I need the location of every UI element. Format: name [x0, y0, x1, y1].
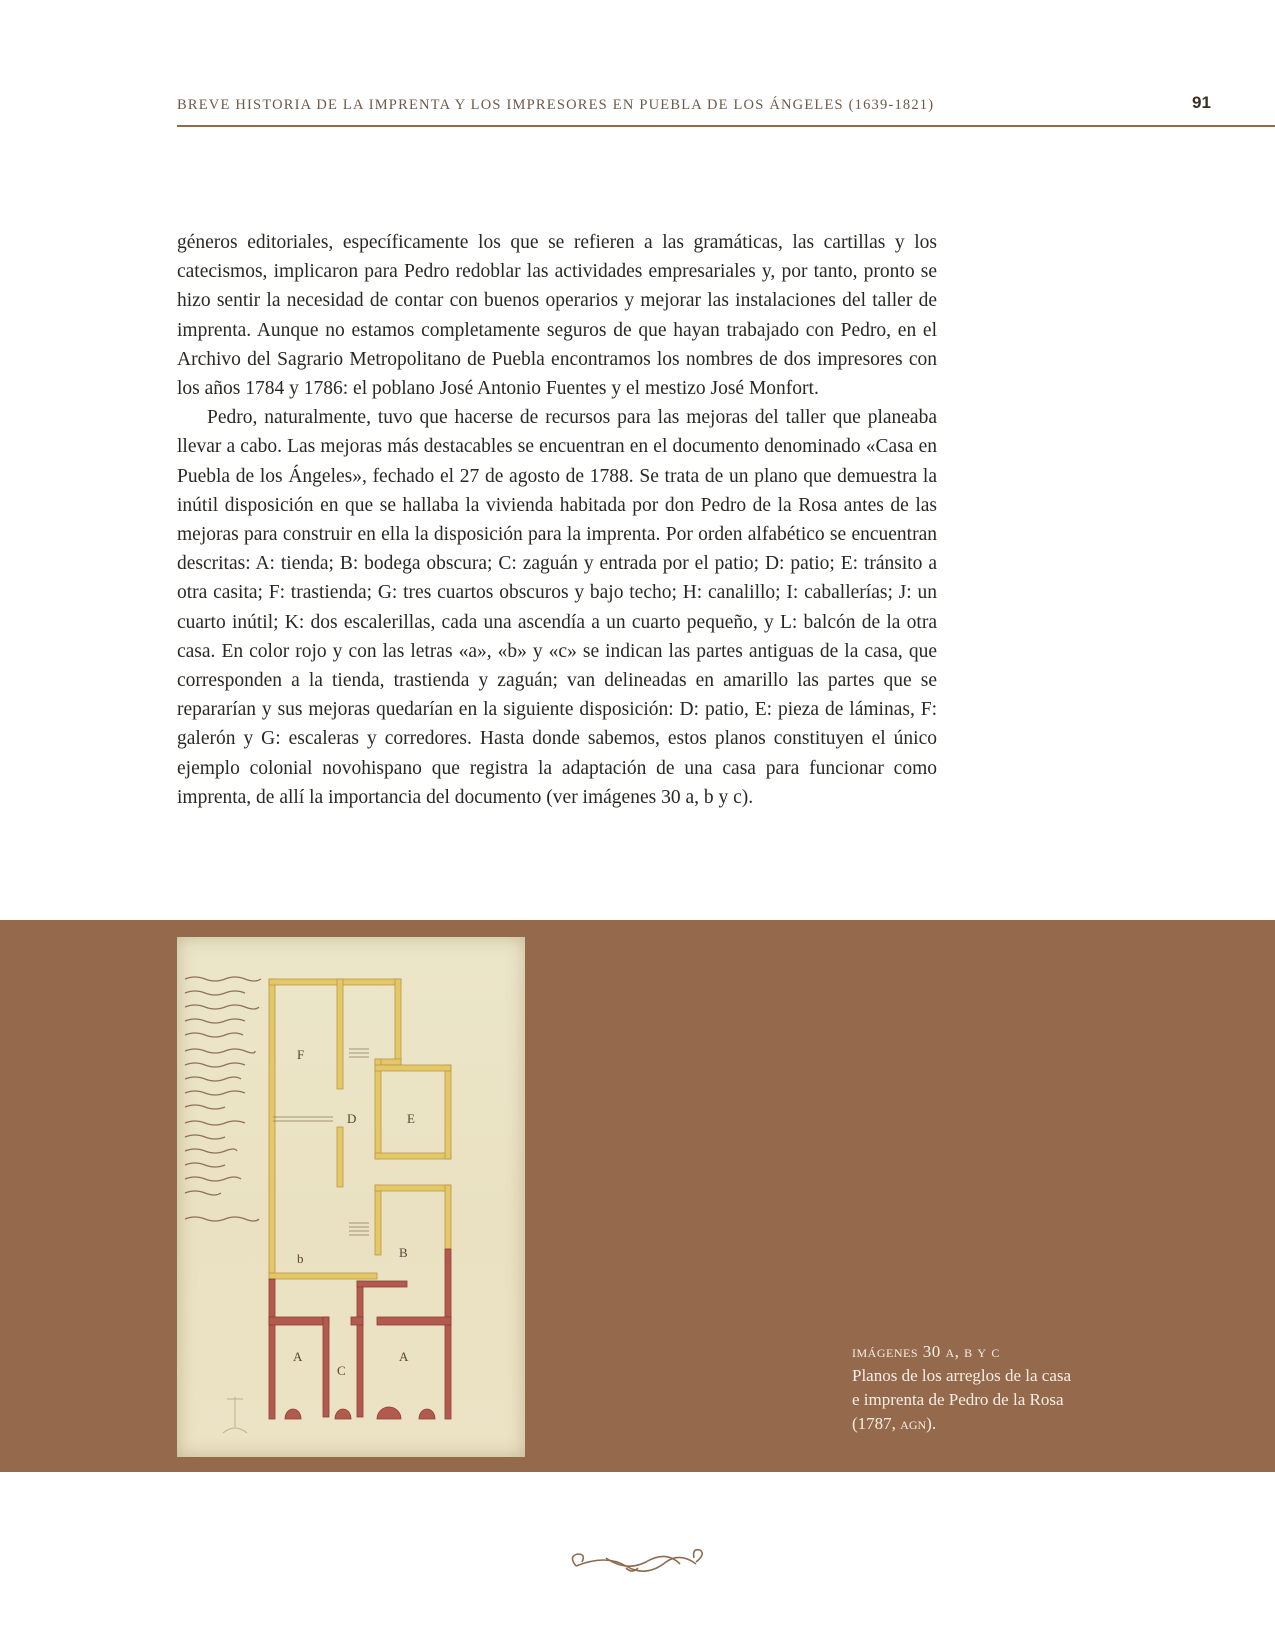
- caption-text: [852, 1364, 1072, 1436]
- plan-letter-b-upper: B: [399, 1245, 408, 1260]
- floor-plan-drawing: [177, 937, 525, 1457]
- plan-letter-e: E: [407, 1111, 415, 1126]
- figure-caption: [852, 1340, 1072, 1436]
- manuscript-legend: [185, 977, 261, 1221]
- plan-staircases: [273, 1049, 369, 1235]
- running-header: BREVE HISTORIA DE LA IMPRENTA Y LOS IMPRESORES EN PUEBLA DE LOS ÁNGELES (1639-1821): [177, 97, 935, 113]
- header-divider: [177, 125, 1275, 127]
- caption-text-end: ).: [926, 1414, 937, 1433]
- plan-yellow-walls: [269, 979, 451, 1279]
- plan-letter-c: C: [337, 1363, 346, 1378]
- page-number: 91: [1192, 93, 1211, 112]
- floor-plan-image: [177, 937, 525, 1457]
- plan-letter-a-left: A: [293, 1349, 303, 1364]
- caption-text-main: Planos de los arreglos de la casa e imprenta de Pedro de la Rosa (1787,: [852, 1366, 1072, 1433]
- faint-mark-icon: [223, 1397, 247, 1433]
- plan-letter-d: D: [347, 1111, 357, 1126]
- body-text: [177, 228, 937, 812]
- ornament-icon: [566, 1548, 710, 1578]
- caption-abbrev: agn: [900, 1414, 927, 1433]
- paragraph-1: géneros editoriales, específicamente los que se refieren a las gramáticas, las cartillas y los catecismos, implicaron para Pedro redoblar las actividades empresariales y, por tanto, pronto se hizo sentir la necesidad de contar con buenos operarios y mejorar las instalaciones del taller de imprenta. Aunque no estamos completamente seguros de que hayan trabajado con Pedro, en el Archivo del Sagrario Metropolitano de Puebla encontramos los nombres de dos impresores con los años 1784 y 1786: el poblano José Antonio Fuentes y el mestizo José Monfort.: [177, 232, 937, 400]
- paragraph-2: Pedro, naturalmente, tuvo que hacerse de recursos para las mejoras del taller que planeaba llevar a cabo. Las mejoras más destacables se encuentran en el documento denominado «Casa en Puebla de los Ángeles», fechado el 27 de agosto de 1788. Se trata de un plano que demuestra la inútil disposición en que se hallaba la vivienda habitada por don Pedro de la Rosa antes de las mejoras para construir en ella la disposición para la imprenta. Por orden alfabético se encuentran descritas: A: tienda; B: bodega obscura; C: zaguán y entrada por el patio; D: patio; E: tránsito a otra casita; F: trastienda; G: tres cuartos obscuros y bajo techo; H: canalillo; I: caballerías; J: un cuarto inútil; K: dos escalerillas, cada una ascendía a un cuarto pequeño, y L: balcón de la otra casa. En color rojo y con las letras «a», «b» y «c» se indican las partes antiguas de la casa, que corresponden a la tienda, trastienda y zaguán; van delineadas en amarillo las partes que se repararían y sus mejoras quedarían en la siguiente disposición: D: patio, E: pieza de láminas, F: galerón y G: escaleras y corredores. Hasta donde sabemos, estos planos constituyen el único ejemplo colonial novohispano que registra la adaptación de una casa para funcionar como imprenta, de allí la importancia del documento (ver imágenes 30 a, b y c).: [177, 407, 937, 808]
- caption-title: imágenes 30 a, b y c: [852, 1342, 1000, 1361]
- plan-letter-f: F: [297, 1047, 305, 1062]
- plan-letter-a-right: A: [399, 1349, 409, 1364]
- figure-band: [0, 920, 1275, 1472]
- plan-letter-b-lower: b: [297, 1251, 304, 1266]
